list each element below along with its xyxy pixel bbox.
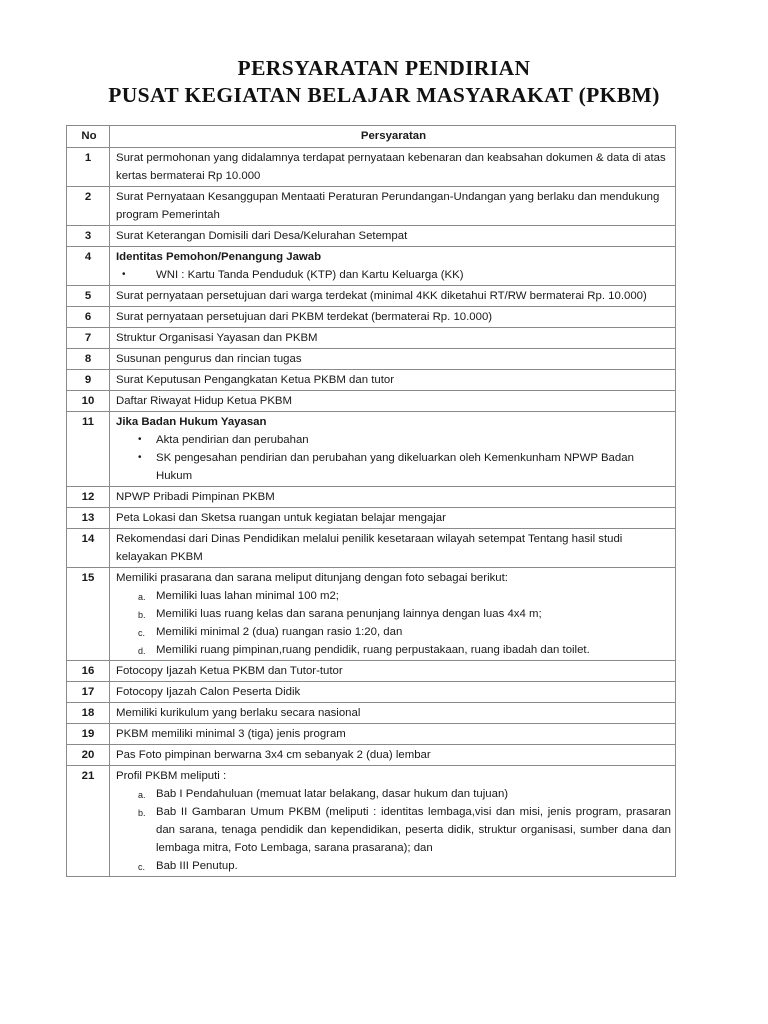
row-number: 14 [67,529,110,568]
row-number: 10 [67,391,110,412]
row-number: 18 [67,703,110,724]
row-number: 12 [67,487,110,508]
header-requirements: Persyaratan [110,126,676,148]
row-number: 1 [67,148,110,187]
row-number: 4 [67,247,110,286]
bullet-item: • SK pengesahan pendirian dan perubahan yang dikeluarkan oleh Kemenkunham NPWP Badan Hukum [116,449,671,485]
row-number: 8 [67,349,110,370]
row-heading: Identitas Pemohon/Penangung Jawab [116,251,322,263]
list-item-text: Memiliki minimal 2 (dua) ruangan rasio 1:20, dan [156,626,403,638]
table-row [67,307,676,328]
row-number: 17 [67,682,110,703]
row-text: Surat pernyataan persetujuan dari PKBM terdekat (bermaterai Rp. 10.000) [110,307,676,328]
row-text: Fotocopy Ijazah Ketua PKBM dan Tutor-tutor [110,661,676,682]
table-row [67,766,676,877]
list-item-text: Bab III Penutup. [156,860,238,872]
list-item [116,857,671,875]
table-row [67,682,676,703]
row-text: Susunan pengurus dan rincian tugas [110,349,676,370]
list-marker: d. [138,646,146,656]
row-text: Pas Foto pimpinan berwarna 3x4 cm sebanyak 2 (dua) lembar [110,745,676,766]
row-intro: Profil PKBM meliputi : [116,770,227,782]
list-marker: a. [138,592,146,602]
table-row [67,703,676,724]
list-item [116,785,671,803]
row-number: 11 [67,412,110,487]
row-text: Surat pernyataan persetujuan dari warga terdekat (minimal 4KK diketahui RT/RW bermaterai Rp. 10.000) [110,286,676,307]
row-number: 16 [67,661,110,682]
list-item-text: Bab I Pendahuluan (memuat latar belakang, dasar hukum dan tujuan) [156,788,509,800]
table-row [67,349,676,370]
row-text: Surat Keputusan Pengangkatan Ketua PKBM dan tutor [110,370,676,391]
row-content [110,412,676,487]
table-row [67,508,676,529]
row-text: Surat Pernyataan Kesanggupan Mentaati Peraturan Perundangan-Undangan yang berlaku dan mendukung program Pemerintah [110,187,676,226]
bullet-item: • Akta pendirian dan perubahan [116,431,671,449]
list-marker: c. [138,628,146,638]
table-row [67,661,676,682]
list-item [116,587,671,605]
row-number: 2 [67,187,110,226]
list-item [116,803,671,857]
row-text: Peta Lokasi dan Sketsa ruangan untuk kegiatan belajar mengajar [110,508,676,529]
row-text: PKBM memiliki minimal 3 (tiga) jenis program [110,724,676,745]
table-row [67,286,676,307]
row-number: 3 [67,226,110,247]
list-marker: b. [138,808,146,818]
table-row [67,529,676,568]
row-number: 5 [67,286,110,307]
table-row [67,724,676,745]
row-text: Rekomendasi dari Dinas Pendidikan melalui penilik kesetaraan wilayah setempat Tentang hasil studi kelayakan PKBM [110,529,676,568]
list-marker: b. [138,610,146,620]
list-item-text: Memiliki ruang pimpinan,ruang pendidik, ruang perpustakaan, ruang ibadah dan toilet. [156,644,590,656]
row-text: Fotocopy Ijazah Calon Peserta Didik [110,682,676,703]
row-number: 6 [67,307,110,328]
row-number: 9 [67,370,110,391]
row-text: Daftar Riwayat Hidup Ketua PKBM [110,391,676,412]
bullet-item: • WNI : Kartu Tanda Penduduk (KTP) dan Kartu Keluarga (KK) [116,266,671,284]
list-item-text: Memiliki luas lahan minimal 100 m2; [156,590,339,602]
row-content [110,568,676,661]
requirements-table [66,125,676,877]
table-row [67,226,676,247]
table-row [67,487,676,508]
table-row [67,247,676,286]
document-title-line-2: PUSAT KEGIATAN BELAJAR MASYARAKAT (PKBM) [108,83,660,107]
row-number: 13 [67,508,110,529]
row-text: NPWP Pribadi Pimpinan PKBM [110,487,676,508]
row-number: 15 [67,568,110,661]
row-content [110,766,676,877]
row-text: Memiliki kurikulum yang berlaku secara nasional [110,703,676,724]
list-item [116,641,671,659]
list-item-text: Bab II Gambaran Umum PKBM (meliputi : identitas lembaga,visi dan misi, jenis program, prasaran dan sarana, tenaga pendidik dan kependidikan, peserta didik, struktur organisasi, sumber dana dan lembaga mitra, Foto Lembaga, sarana prasarana); dan [156,806,671,854]
table-header-row [67,126,676,148]
table-row [67,568,676,661]
table-row [67,370,676,391]
row-number: 21 [67,766,110,877]
row-text: Surat permohonan yang didalamnya terdapat pernyataan kebenaran dan keabsahan dokumen & data di atas kertas bermaterai Rp 10.000 [110,148,676,187]
document-title-line-1: PERSYARATAN PENDIRIAN [237,56,531,80]
row-number: 20 [67,745,110,766]
row-heading: Jika Badan Hukum Yayasan [116,416,267,428]
table-row [67,328,676,349]
table-row [67,745,676,766]
table-row [67,187,676,226]
row-intro: Memiliki prasarana dan sarana meliput ditunjang dengan foto sebagai berikut: [116,572,508,584]
list-marker: a. [138,790,146,800]
list-marker: c. [138,862,146,872]
list-item [116,605,671,623]
table-row [67,148,676,187]
table-row [67,412,676,487]
row-content [110,247,676,286]
row-text: Struktur Organisasi Yayasan dan PKBM [110,328,676,349]
list-item-text: Memiliki luas ruang kelas dan sarana penunjang lainnya dengan luas 4x4 m; [156,608,542,620]
header-no: No [67,126,110,148]
row-text: Surat Keterangan Domisili dari Desa/Kelurahan Setempat [110,226,676,247]
row-number: 7 [67,328,110,349]
list-item [116,623,671,641]
row-number: 19 [67,724,110,745]
table-row [67,391,676,412]
